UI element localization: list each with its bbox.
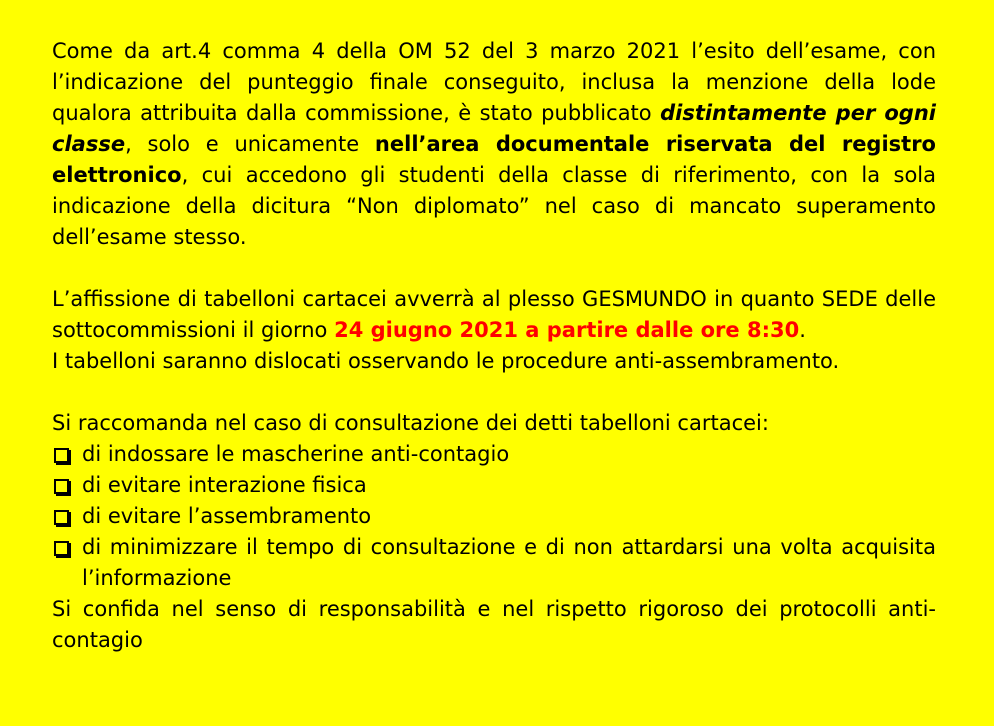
anti-crowding-line: I tabelloni saranno dislocati osservando le procedure anti-assembramento. bbox=[52, 349, 840, 373]
list-item-text: di indossare le mascherine anti-contagio bbox=[82, 442, 510, 466]
p2-date-highlight: 24 giugno 2021 a partire dalle ore 8:30 bbox=[334, 318, 800, 342]
checkbox-bullet-icon bbox=[54, 510, 69, 525]
list-item bbox=[52, 532, 936, 594]
spacer bbox=[52, 377, 936, 408]
checkbox-bullet-icon bbox=[54, 448, 69, 463]
notice-document bbox=[52, 36, 936, 656]
checkbox-bullet-icon bbox=[54, 541, 69, 556]
list-item-text: di minimizzare il tempo di consultazione e di non attardarsi una volta acquisita l’informazione bbox=[82, 535, 936, 590]
p1-text-1: Come da art.4 comma 4 della OM 52 del 3 marzo 2021 l’esito dell’esame, con l’indicazione del punteggio finale conseguito, inclusa la menzione della lode qualora attribuita dalla commissione, è stato pubblicato bbox=[52, 39, 936, 125]
recommendation-list bbox=[52, 439, 936, 594]
p2-text-1: L’affissione di tabelloni cartacei avverrà al plesso GESMUNDO in quanto SEDE delle sottocommissioni il giorno bbox=[52, 287, 936, 342]
list-item bbox=[52, 439, 936, 470]
list-item-text: di evitare l’assembramento bbox=[82, 504, 372, 528]
closing-paragraph: Si confida nel senso di responsabilità e nel rispetto rigoroso dei protocolli anti-contagio bbox=[52, 597, 936, 652]
p1-text-2: , solo e unicamente bbox=[125, 132, 375, 156]
checkbox-bullet-icon bbox=[54, 479, 69, 494]
recommend-intro: Si raccomanda nel caso di consultazione dei detti tabelloni cartacei: bbox=[52, 411, 769, 435]
list-item-text: di evitare interazione fisica bbox=[82, 473, 367, 497]
spacer bbox=[52, 253, 936, 284]
list-item bbox=[52, 470, 936, 501]
results-publication-paragraph bbox=[52, 36, 936, 253]
p1-bold-registro: nell’area documentale riservata del registro elettronico bbox=[52, 132, 936, 187]
p2-text-2: . bbox=[799, 318, 806, 342]
list-item bbox=[52, 501, 936, 532]
posting-paragraph bbox=[52, 284, 936, 346]
p1-emphasis-per-class: distintamente per ogni classe bbox=[52, 101, 936, 156]
p1-text-3: , cui accedono gli studenti della classe di riferimento, con la sola indicazione della dicitura “Non diplomato” nel caso di mancato superamento dell’esame stesso. bbox=[52, 163, 936, 249]
